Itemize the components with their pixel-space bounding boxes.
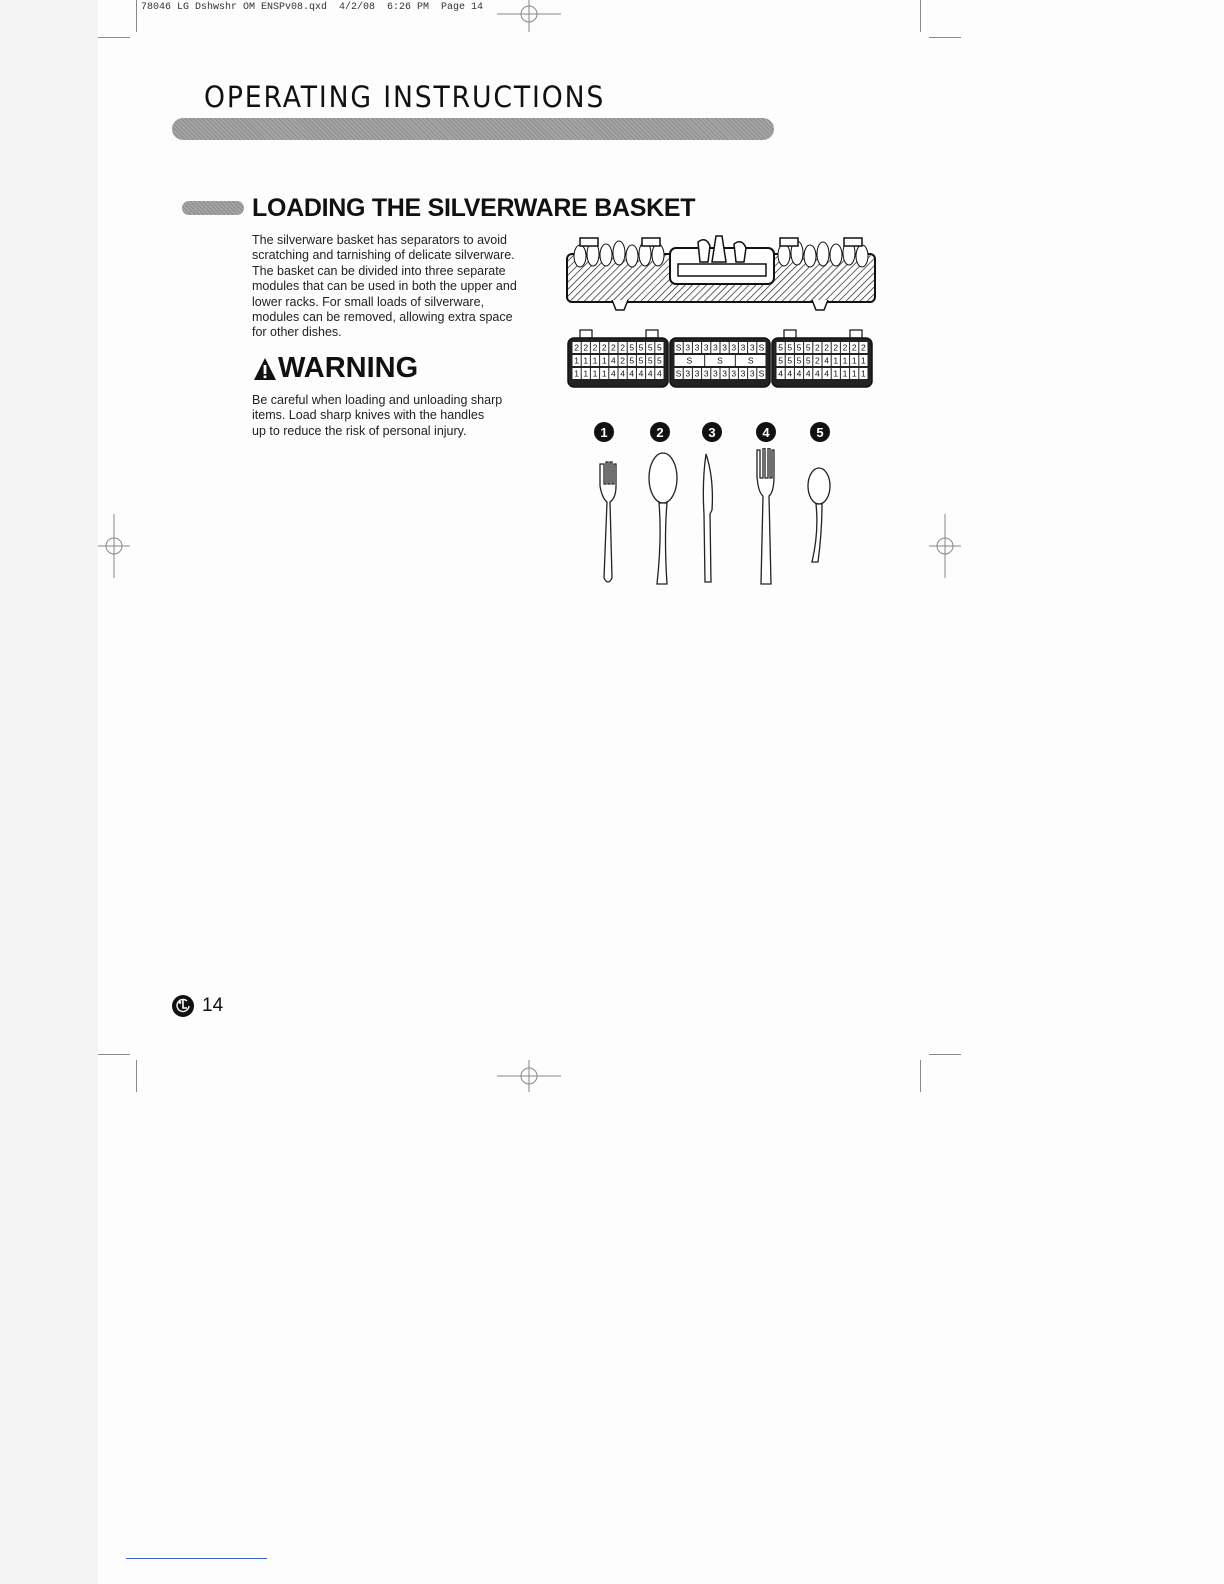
grid-cell-label: 5: [805, 342, 811, 353]
module-handle: [580, 330, 592, 338]
grid-cell-label: 3: [749, 368, 755, 379]
grid-cell-label: 2: [611, 342, 616, 353]
grid-cell-label: 5: [787, 355, 793, 366]
grid-cell-label: 1: [592, 355, 598, 366]
grid-cell-label: S: [686, 355, 693, 366]
grid-cell-label: 5: [629, 342, 635, 353]
grid-cell-label: 1: [861, 368, 866, 379]
grid-cell-label: 4: [796, 368, 802, 379]
body-line: modules that can be used in both the upper and: [252, 279, 517, 294]
registration-mark: [497, 1060, 561, 1092]
grid-cell-label: 3: [740, 368, 746, 379]
grid-cell-label: 1: [574, 355, 579, 366]
print-slug: 78046 LG Dshwshr OM ENSPv08.qxd 4/2/08 6:26 PM Page 14: [141, 2, 484, 13]
crop-mark: [920, 0, 921, 32]
grid-cell-label: 5: [657, 355, 662, 366]
grid-cell-label: 3: [703, 368, 709, 379]
body-line: lower racks. For small loads of silverware,: [252, 294, 485, 309]
crop-mark: [98, 1054, 130, 1055]
grid-cell-label: 1: [851, 355, 857, 366]
grid-cell-label: 4: [824, 368, 829, 379]
grid-cell-label: 1: [833, 368, 839, 379]
grid-cell-label: 4: [647, 368, 653, 379]
silverware-basket-illustration: [566, 234, 876, 312]
grid-cell-label: S: [717, 355, 723, 366]
crop-mark: [98, 37, 130, 38]
grid-cell-label: 4: [805, 368, 811, 379]
grid-cell-label: 4: [657, 368, 662, 379]
footer-link-underline: [126, 1558, 267, 1559]
grid-cell-label: 2: [861, 342, 866, 353]
grid-cell-label: 4: [778, 368, 783, 379]
grid-cell-label: 5: [629, 355, 635, 366]
section-marker: [182, 201, 244, 215]
cutlery-number-3: 3: [702, 422, 722, 442]
warning-line: up to reduce the risk of personal injury.: [252, 423, 467, 438]
crop-mark: [929, 1054, 961, 1055]
grid-cell-label: 3: [722, 342, 727, 353]
grid-cell-label: 4: [620, 368, 625, 379]
body-line: modules can be removed, allowing extra space: [252, 310, 513, 325]
grid-cell-label: 5: [638, 342, 644, 353]
grid-cell-label: 1: [583, 355, 589, 366]
grid-cell-label: 2: [815, 342, 820, 353]
grid-cell-label: 4: [824, 355, 829, 366]
warning-triangle-icon: [253, 356, 277, 382]
basket-layout-grid: [566, 328, 874, 400]
grid-cell-label: 2: [574, 342, 579, 353]
grid-cell-label: 5: [805, 355, 811, 366]
grid-cell-label: 1: [574, 368, 579, 379]
grid-cell-label: 1: [601, 355, 607, 366]
grid-cell-label: 4: [629, 368, 635, 379]
grid-cell-label: 2: [592, 342, 598, 353]
grid-cell-label: 2: [833, 342, 839, 353]
grid-cell-label: 4: [787, 368, 793, 379]
grid-cell-label: 4: [815, 368, 820, 379]
dinner-fork-icon: [757, 448, 774, 584]
grid-cell-label: S: [747, 355, 754, 366]
grid-cell-label: 3: [713, 368, 718, 379]
grid-cell-label: 2: [815, 355, 820, 366]
grid-cell-label: 2: [620, 342, 625, 353]
warning-text: [252, 393, 544, 439]
grid-cell-label: S: [758, 368, 765, 379]
cutlery-number-2: 2: [650, 422, 670, 442]
crop-mark: [920, 1060, 921, 1092]
grid-cell-label: 1: [583, 368, 589, 379]
grid-cell-label: 5: [796, 342, 802, 353]
grid-cell-label: 1: [861, 355, 866, 366]
grid-cell-label: 2: [842, 342, 848, 353]
registration-mark: [98, 514, 130, 578]
grid-cell-label: 1: [601, 368, 607, 379]
lg-logo-icon: [172, 995, 194, 1017]
module-handle: [646, 330, 658, 338]
knife-icon: [703, 454, 712, 582]
grid-cell-label: 5: [778, 342, 783, 353]
body-line: scratching and tarnishing of delicate silverware.: [252, 248, 515, 263]
grid-cell-label: 2: [583, 342, 589, 353]
module-handle: [784, 330, 796, 338]
section-title: LOADING THE SILVERWARE BASKET: [252, 194, 696, 222]
grid-cell-label: 3: [749, 342, 755, 353]
grid-cell-label: 5: [638, 355, 644, 366]
registration-mark: [497, 0, 561, 32]
grid-cell-label: 3: [685, 368, 691, 379]
grid-cell-label: 1: [842, 368, 848, 379]
body-line: The silverware basket has separators to avoid: [252, 233, 507, 247]
grid-cell-label: 3: [685, 342, 691, 353]
grid-cell-label: 5: [657, 342, 662, 353]
crop-mark: [136, 0, 137, 32]
warning-line: items. Load sharp knives with the handles: [252, 408, 485, 423]
teaspoon-icon: [808, 468, 830, 562]
page-footer: [172, 995, 223, 1017]
registration-mark: [929, 514, 961, 578]
cutlery-illustration: [590, 448, 840, 590]
grid-cell-label: 2: [851, 342, 857, 353]
grid-cell-label: 3: [722, 368, 727, 379]
grid-cell-label: 4: [638, 368, 644, 379]
grid-cell-label: 3: [713, 342, 718, 353]
cutlery-number-4: 4: [756, 422, 776, 442]
module-handle: [850, 330, 862, 338]
cutlery-number-1: 1: [594, 422, 614, 442]
grid-cell-label: 4: [611, 355, 616, 366]
cutlery-number-5: 5: [810, 422, 830, 442]
grid-cell-label: S: [675, 368, 682, 379]
grid-cell-label: S: [675, 342, 682, 353]
grid-cell-label: 1: [851, 368, 857, 379]
grid-cell-label: 3: [703, 342, 709, 353]
grid-cell-label: 1: [842, 355, 848, 366]
grid-cell-label: 5: [647, 342, 653, 353]
grid-cell-label: 3: [731, 368, 737, 379]
salad-fork-icon: [600, 462, 616, 582]
grid-cell-label: 2: [601, 342, 607, 353]
grid-cell-label: S: [758, 342, 765, 353]
crop-mark: [929, 37, 961, 38]
warning-heading: [253, 352, 418, 385]
crop-mark: [136, 1060, 137, 1092]
page-number: 14: [202, 995, 224, 1016]
warning-title: WARNING: [278, 352, 419, 384]
grid-cell-label: 4: [611, 368, 616, 379]
grid-cell-label: 2: [824, 342, 829, 353]
grid-cell-label: 3: [694, 368, 700, 379]
grid-cell-label: 1: [592, 368, 598, 379]
grid-cell-label: 3: [694, 342, 700, 353]
grid-cell-label: 5: [787, 342, 793, 353]
grid-cell-label: 3: [740, 342, 746, 353]
grid-cell-label: 5: [778, 355, 783, 366]
grid-cell-label: 1: [833, 355, 839, 366]
body-line: The basket can be divided into three separate: [252, 263, 506, 278]
body-line: for other dishes.: [252, 325, 342, 340]
grid-cell-label: 3: [731, 342, 737, 353]
tablespoon-icon: [649, 453, 677, 584]
warning-line: Be careful when loading and unloading sharp: [252, 393, 503, 407]
grid-cell-label: 2: [620, 355, 625, 366]
page-title: OPERATING INSTRUCTIONS: [204, 80, 606, 114]
section-body: [252, 233, 544, 341]
grid-cell-label: 5: [647, 355, 653, 366]
title-underline-bar: [172, 118, 774, 140]
grid-cell-label: 5: [796, 355, 802, 366]
